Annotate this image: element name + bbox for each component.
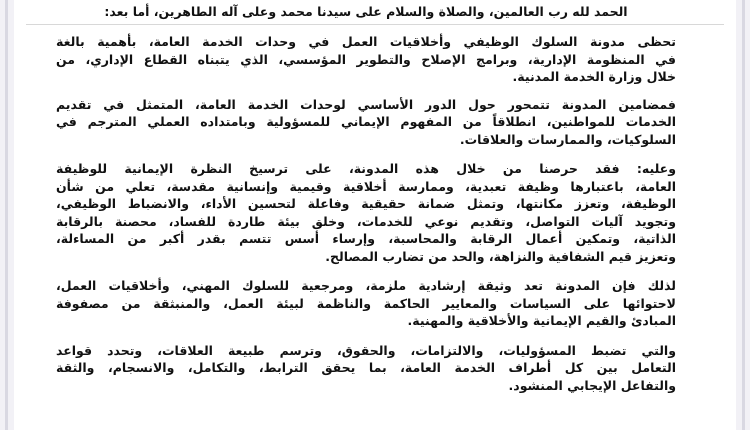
paragraph-line: التعامل بين كل أطراف الخدمة العامة، بما يحقق الترابط، والتكامل، والانسجام، والثقة: [56, 360, 676, 375]
paragraph-line: لاحتوائها على السياسات والمعايير الحاكمة والناظمة لبيئة العمل، والمنبثقة من مصفوفة: [56, 295, 676, 311]
separator-rule: [26, 24, 724, 25]
paragraph-line: الخدمات للمواطنين، انطلاقاً من المفهوم الإيماني للمسؤولية وبامتداده العملي المترجم في: [56, 114, 676, 129]
paragraph-line: وتعزيز قيم الشفافية والنزاهة، والحد من تضارب المصالح.: [325, 248, 676, 264]
paragraph-line: خلال وزارة الخدمة المدنية.: [512, 69, 676, 84]
paragraph-line: وتجويد آليات التواصل، وتقديم نوعي للخدمات، وخلق بيئة طاردة للفساد، محصنة بالرقابة: [56, 213, 676, 229]
paragraph-line: والتفاعل الإيجابي المنشود.: [508, 377, 676, 393]
document-page: [14, 0, 736, 430]
paragraph-line: تحظى مدونة السلوك الوظيفي وأخلاقيات العمل في وحدات الخدمة العامة، بأهمية بالغة: [56, 34, 676, 49]
paragraph-importance: [56, 33, 676, 86]
paragraph-contents: [56, 96, 676, 149]
paragraph-line: السلوكيات، والممارسات والعلاقات.: [459, 131, 676, 147]
paragraph-line: الذاتية، وتمكين أعمال الرقابة والمحاسبة، وإرساء أسس تتسم بقدر أكبر من المساءلة،: [56, 231, 676, 246]
paragraph-line: لذلك فإن المدونة تعد وثيقة إرشادية ملزمة، ومرجعية للسلوك المهني، وأخلاقيات العمل،: [56, 278, 676, 293]
paragraph-line: في المنظومة الإدارية، وبرامج الإصلاح والتطوير المؤسسي، الذي يتبناه القطاع الإداري، من: [56, 51, 676, 67]
paragraph-therefore: [56, 277, 676, 330]
paragraph-responsibilities: [56, 342, 676, 395]
page-border-left: [0, 0, 12, 430]
paragraph-line: المبادئ والقيم الإيمانية والأخلاقية والمهنية.: [407, 313, 676, 328]
page-border-right: [738, 0, 750, 430]
paragraph-line: العامة، باعتبارها وظيفة تعبدية، وممارسة أخلاقية وقيمية وإنسانية مقدسة، تعلي من شأن: [56, 178, 676, 194]
greeting-line: الحمد لله رب العالمين، والصلاة والسلام على سيدنا محمد وعلى آله الطاهرين، أما بعد:: [104, 4, 628, 19]
paragraph-line: والتي تضبط المسؤوليات، والالتزامات، والحقوق، وترسم طبيعة العلاقات، وتحدد قواعد: [56, 342, 676, 358]
paragraph-line: وعليه: فقد حرصنا من خلال هذه المدونة، على ترسيخ النظرة الإيمانية للوظيفة: [56, 161, 676, 176]
paragraph-line: فمضامين المدونة تتمحور حول الدور الأساسي لوحدات الخدمة العامة، المتمثل في تقديم: [56, 96, 676, 112]
paragraph-accordingly: [56, 160, 676, 265]
paragraph-line: الوظيفة، وتعزز مكانتها، وتمثل ضمانة حقيقية وفاعلة لتحسين الأداء، والانضباط الوظيفي،: [56, 196, 676, 211]
